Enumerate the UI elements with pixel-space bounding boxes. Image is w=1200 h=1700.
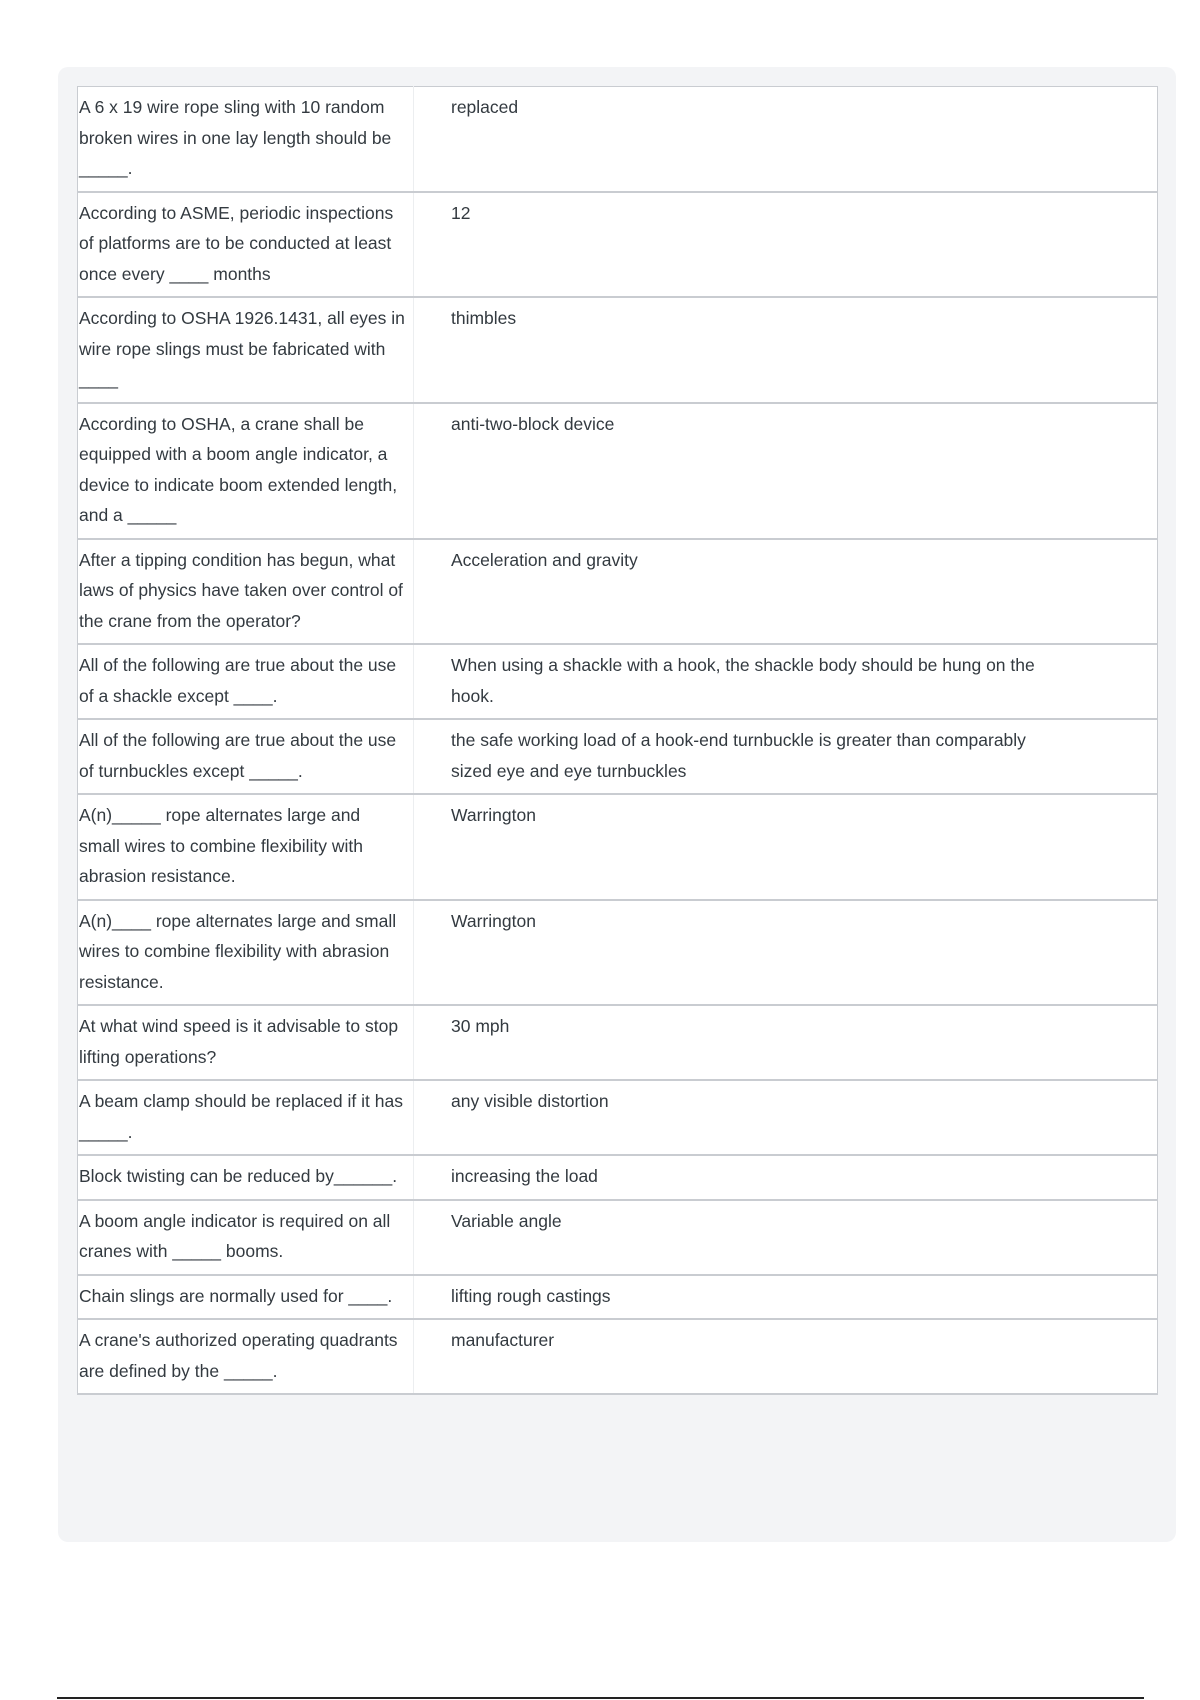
term-cell: A crane's authorized operating quadrants are defined by the _____. [78,1319,414,1394]
term-cell: Chain slings are normally used for ____. [78,1275,414,1320]
definition-cell: any visible distortion [414,1080,1158,1155]
term-cell: All of the following are true about the use of a shackle except ____. [78,644,414,719]
table-row [78,794,1158,900]
definition-cell: Acceleration and gravity [414,539,1158,645]
table-row [78,1155,1158,1200]
definition-cell: 30 mph [414,1005,1158,1080]
term-cell: According to ASME, periodic inspections of platforms are to be conducted at least once every ____ months [78,192,414,298]
term-cell: A 6 x 19 wire rope sling with 10 random broken wires in one lay length should be _____. [78,87,414,192]
table-row [78,644,1158,719]
definition-cell: Warrington [414,794,1158,900]
footer-divider [57,1697,1144,1699]
definition-cell: increasing the load [414,1155,1158,1200]
table-row [78,1275,1158,1320]
definition-cell: Variable angle [414,1200,1158,1275]
definition-cell: manufacturer [414,1319,1158,1394]
term-cell: All of the following are true about the use of turnbuckles except _____. [78,719,414,794]
definition-cell: thimbles [414,297,1158,403]
term-cell: At what wind speed is it advisable to stop lifting operations? [78,1005,414,1080]
table-row [78,719,1158,794]
term-cell: Block twisting can be reduced by______. [78,1155,414,1200]
table-row [78,192,1158,298]
table-row [78,1005,1158,1080]
definition-cell: replaced [414,87,1158,192]
term-cell: A beam clamp should be replaced if it has _____. [78,1080,414,1155]
table-row [78,1200,1158,1275]
table-row [78,297,1158,403]
flashcard-table [77,86,1158,1395]
definition-cell: the safe working load of a hook-end turnbuckle is greater than comparably sized eye and eye turnbuckles [414,719,1158,794]
term-cell: A(n)____ rope alternates large and small wires to combine flexibility with abrasion resistance. [78,900,414,1006]
table-row [78,1319,1158,1394]
table-row [78,900,1158,1006]
definition-cell: anti-two-block device [414,403,1158,539]
table-row [78,403,1158,539]
definition-cell: Warrington [414,900,1158,1006]
definition-cell: 12 [414,192,1158,298]
term-cell: According to OSHA 1926.1431, all eyes in wire rope slings must be fabricated with ____ [78,297,414,403]
table-row [78,1080,1158,1155]
table-row [78,87,1158,192]
term-cell: According to OSHA, a crane shall be equipped with a boom angle indicator, a device to indicate boom extended length, and a _____ [78,403,414,539]
definition-cell: lifting rough castings [414,1275,1158,1320]
table-row [78,539,1158,645]
term-cell: A boom angle indicator is required on all cranes with _____ booms. [78,1200,414,1275]
definition-cell: When using a shackle with a hook, the shackle body should be hung on the hook. [414,644,1158,719]
term-cell: A(n)_____ rope alternates large and small wires to combine flexibility with abrasion resistance. [78,794,414,900]
term-cell: After a tipping condition has begun, what laws of physics have taken over control of the crane from the operator? [78,539,414,645]
